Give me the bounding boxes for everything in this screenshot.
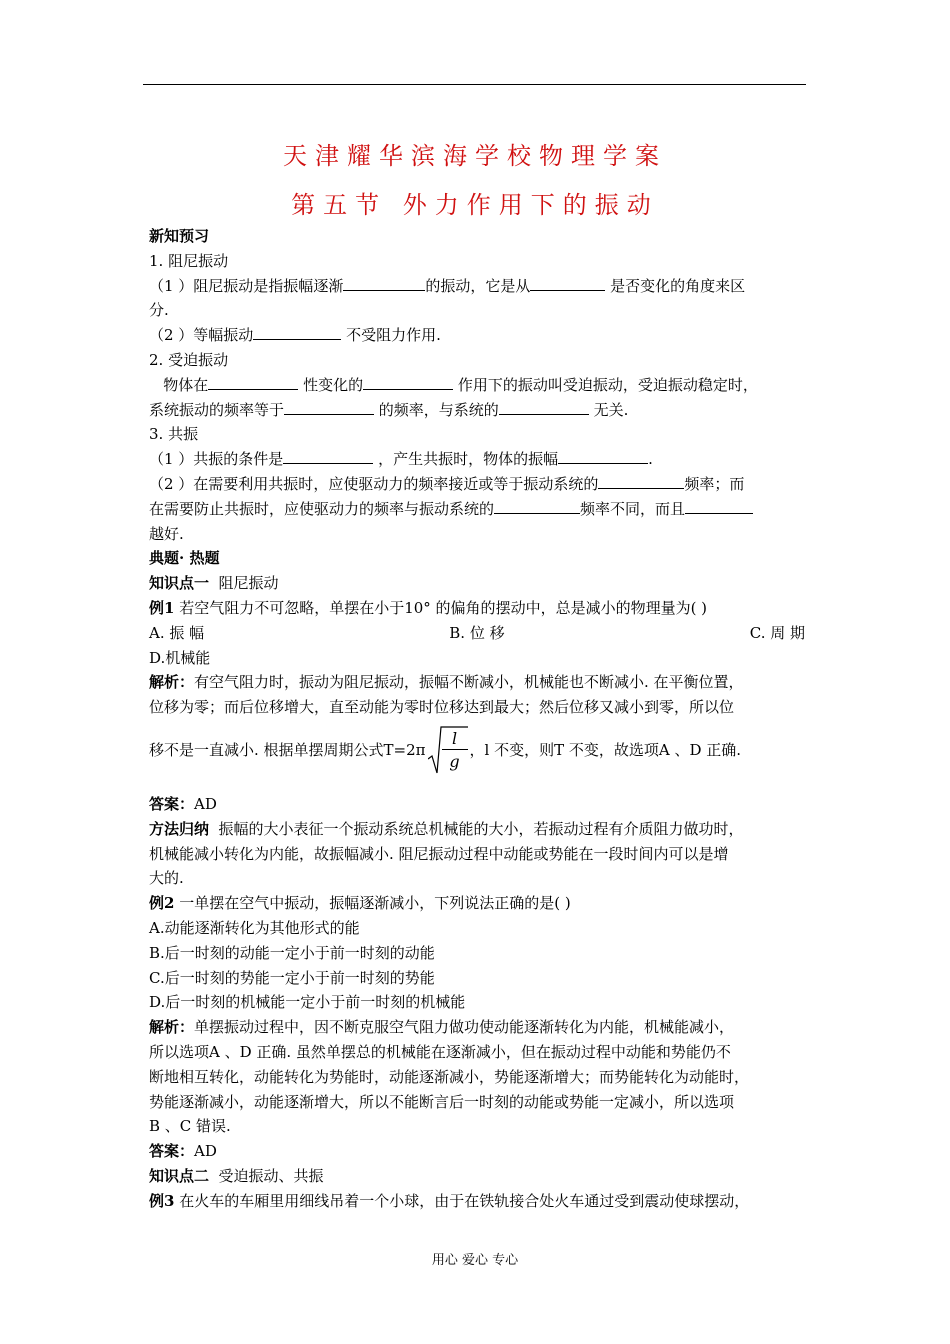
option-c: C. 周 期 bbox=[749, 623, 805, 642]
blank bbox=[283, 448, 373, 464]
blank bbox=[284, 399, 374, 415]
example-2-answer: 答案：AD bbox=[149, 1142, 217, 1161]
example-2-analysis-5: B 、C 错误. bbox=[149, 1117, 231, 1136]
item-3-2: （2 ）在需要利用共振时，应使驱动力的频率接近或等于振动系统的 频率；而 bbox=[149, 474, 745, 493]
option-b: B. 位 移 bbox=[449, 623, 505, 642]
example-2: 例2 一单摆在空气中振动，振幅逐渐减小，下列说法正确的是( ) bbox=[149, 894, 571, 913]
section-3: 3. 共振 bbox=[149, 425, 199, 444]
header-rule bbox=[143, 84, 806, 85]
example-1-options bbox=[149, 621, 805, 646]
page-footer: 用心 爱心 专心 bbox=[431, 1253, 519, 1268]
topics-heading: 典题· 热题 bbox=[149, 549, 220, 568]
example-1-analysis-2: 位移为零；而后位移增大，直至动能为零时位移达到最大；然后位移又减小到零，所以位 bbox=[149, 698, 735, 717]
blank bbox=[253, 324, 341, 340]
item-2: 物体在 性变化的 作用下的振动叫受迫振动，受迫振动稳定时， bbox=[149, 375, 758, 394]
blank bbox=[343, 275, 425, 291]
blank bbox=[530, 275, 605, 291]
option-a: A. 振 幅 bbox=[149, 623, 205, 642]
item-1-2: （2 ）等幅振动 不受阻力作用. bbox=[149, 326, 441, 345]
example-2-analysis-2: 所以选项A 、D 正确. 虽然单摆总的机械能在逐渐减小，但在振动过程中动能和势能仍不 bbox=[149, 1042, 731, 1061]
section-2: 2. 受迫振动 bbox=[149, 350, 229, 369]
preview-heading: 新知预习 bbox=[149, 227, 210, 245]
item-1-1-cont: 分. bbox=[149, 301, 169, 320]
example-3: 例3 在火车的车厢里用细线吊着一个小球，由于在铁轨接合处火车通过受到震动使球摆动， bbox=[149, 1191, 750, 1210]
section-1: 1. 阻尼振动 bbox=[149, 251, 229, 270]
knowledge-point-2: 知识点二 受迫振动、共振 bbox=[149, 1166, 324, 1185]
item-3-2-cont: 在需要防止共振时，应使驱动力的频率与振动系统的 频率不同，而且 bbox=[149, 497, 805, 522]
example-2-analysis: 解析：单摆振动过程中，因不断克服空气阻力做功使动能逐渐转化为内能，机械能减小， bbox=[149, 1018, 735, 1037]
example-2-analysis-4: 势能逐渐减小，动能逐渐增大，所以不能断言后一时刻的动能或势能一定减小，所以选项 bbox=[149, 1092, 735, 1111]
example-1-answer: 答案：AD bbox=[149, 794, 217, 813]
method-summary-2: 机械能减小转化为内能，故振幅减小. 阻尼振动过程中动能或势能在一段时间内可以是增 bbox=[149, 844, 729, 863]
option-c: C.后一时刻的势能一定小于前一时刻的势能 bbox=[149, 968, 435, 987]
blank bbox=[499, 399, 589, 415]
section-title: 第五节 外力作用下的振动 bbox=[291, 191, 659, 219]
example-1-analysis: 解析：有空气阻力时，振动为阻尼振动，振幅不断减小，机械能也不断减小. 在平衡位置， bbox=[149, 673, 744, 692]
item-2-cont: 系统振动的频率等于 的频率，与系统的 无关. bbox=[149, 400, 629, 419]
example-1-formula-line: 移不是一直减小. 根据单摆周期公式T=2π $\frac{l}{g}$ ，l 不变，则T 不变，故选项A 、D 正确. bbox=[149, 722, 805, 778]
blank bbox=[363, 374, 453, 390]
sqrt-formula: $\frac{l}{g}$ bbox=[428, 725, 468, 775]
item-1-1: （1 ）阻尼振动是指振幅逐渐 的振动，它是从 是否变化的角度来区 bbox=[149, 276, 746, 295]
blank bbox=[558, 448, 648, 464]
doc-title: 天津耀华滨海学校物理学案 bbox=[283, 142, 667, 170]
option-b: B.后一时刻的动能一定小于前一时刻的动能 bbox=[149, 943, 435, 962]
blank bbox=[208, 374, 298, 390]
example-2-analysis-3: 断地相互转化，动能转化为势能时，动能逐渐减小，势能逐渐增大；而势能转化为动能时， bbox=[149, 1067, 750, 1086]
blank bbox=[685, 498, 753, 514]
knowledge-point-1: 知识点一 阻尼振动 bbox=[149, 574, 279, 593]
method-summary-3: 大的. bbox=[149, 869, 184, 888]
option-a: A.动能逐渐转化为其他形式的能 bbox=[149, 918, 360, 937]
option-d: D.后一时刻的机械能一定小于前一时刻的机械能 bbox=[149, 993, 466, 1012]
blank bbox=[494, 498, 580, 514]
example-1: 例1 若空气阻力不可忽略，单摆在小于10° 的偏角的摆动中，总是减小的物理量为( ) bbox=[149, 598, 708, 617]
document-body bbox=[149, 224, 805, 1213]
item-3-2-end: 越好. bbox=[149, 524, 184, 543]
method-summary: 方法归纳 振幅的大小表征一个振动系统总机械能的大小，若振动过程有介质阻力做功时， bbox=[149, 819, 744, 838]
blank bbox=[598, 473, 684, 489]
item-3-1: （1 ）共振的条件是 ，产生共振时，物体的振幅 . bbox=[149, 450, 653, 469]
option-d: D.机械能 bbox=[149, 648, 211, 667]
